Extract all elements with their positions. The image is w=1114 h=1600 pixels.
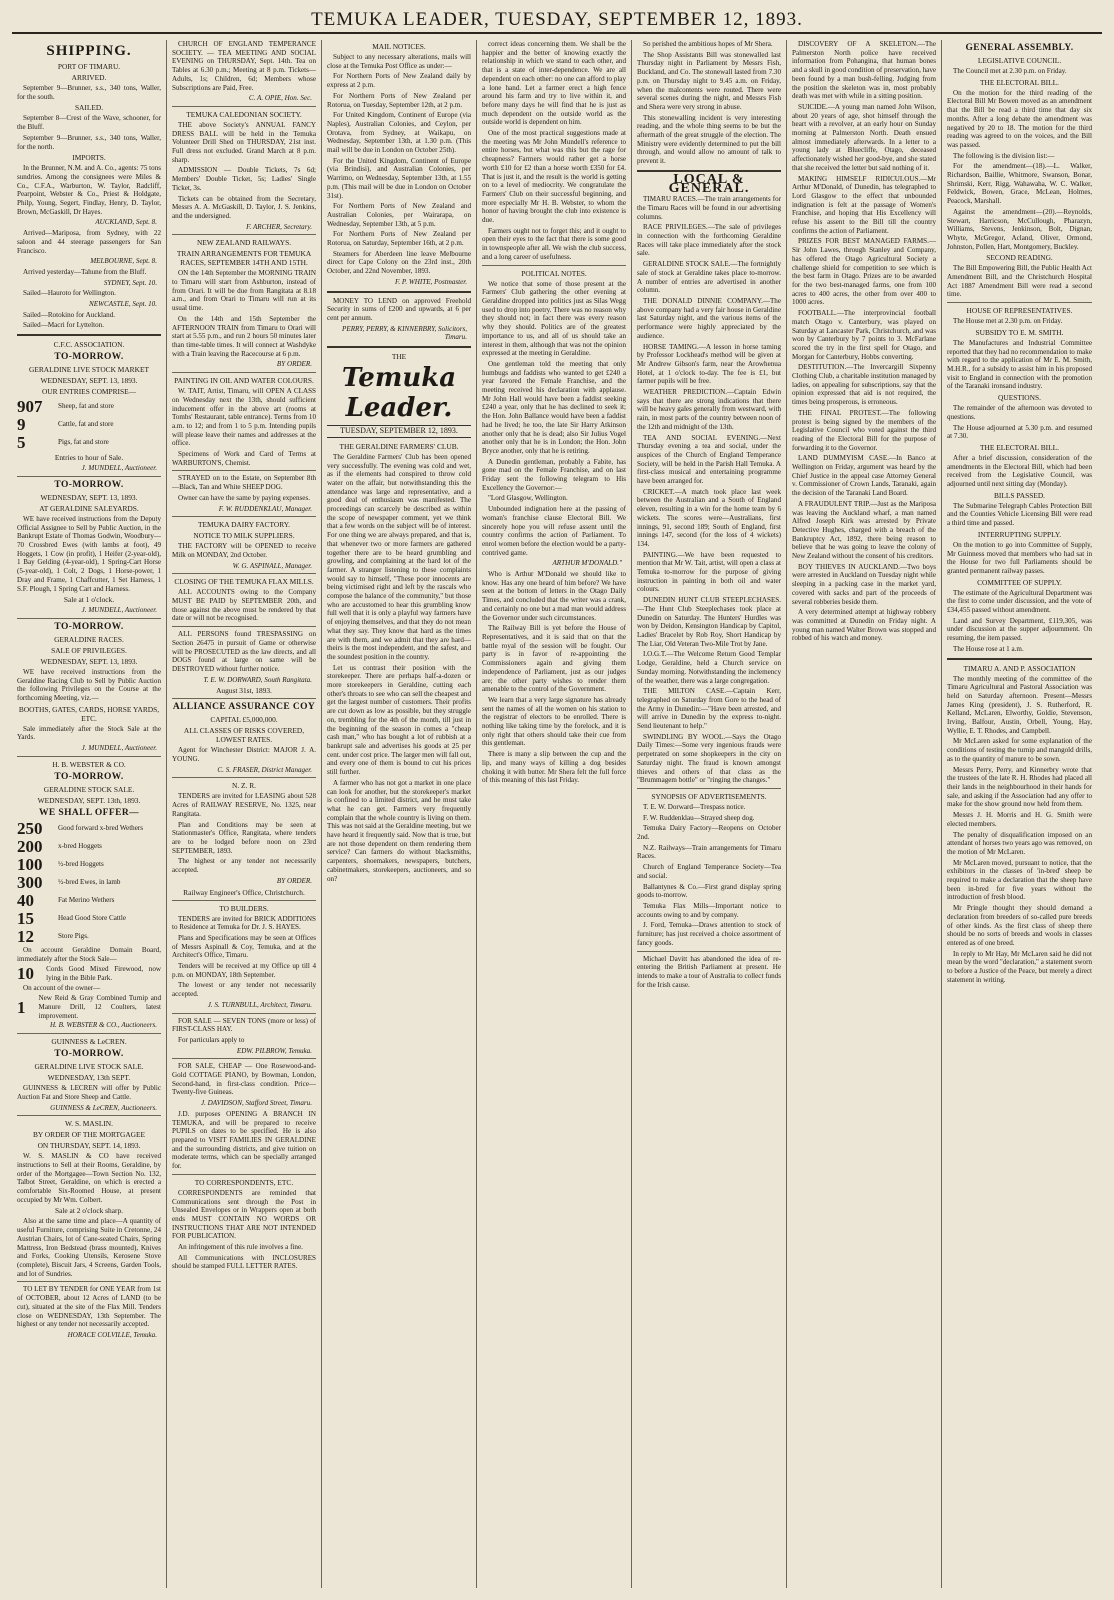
arrived-heading: ARRIVED. [71, 73, 107, 82]
tap-6: Mr McLaren moved, pursuant to notice, that the exhibitors in the classes of 'in-bred' sheep be required to make a declaration that the sheep have been in-bred for five years without the introduction of fresh blood. [947, 858, 1092, 902]
house-6: The Submarine Telegraph Cables Protection Bill and the Counties Vehicle Licensing Bill were read a third time and passed. [947, 501, 1092, 528]
tender-let-text: TO LET BY TENDER for ONE YEAR from 1st of OCTOBER, about 12 Acres of LAND (to be cut), situated at the site of the Flax Mill. Tenders close on WEDNESDAY, 13th September. The highest or any tender not necessarily accepted. [17, 1285, 161, 1329]
farmers-paragraph-3: A farmer who has not got a market in one place can look for another, but the storekeeper's market is confined to a limited district, and he must take what he can get. Farmers very frequently complain that the whole country is living on them. This was not said at the Geraldine meeting, but we have heard it frequently said. Now that is true, but are not those dependent on them rendering them service? Can farmers do without blacksmiths, carpenters, shoemakers, newspapers, butchers, cabinetmakers, storekeepers, auctioneers, and so on? [327, 778, 471, 883]
house-4: The House adjourned at 5.30 p.m. and resumed at 7.30. [947, 423, 1092, 441]
divider [172, 372, 316, 373]
by-order: BY ORDER. [276, 360, 312, 369]
assembly-heading: GENERAL ASSEMBLY. [965, 43, 1074, 53]
pilbrow-signature: EDW. PILBROW, Temuka. [236, 1046, 312, 1055]
correspondents-text-2: An infringement of this rule involves a fine. [178, 1243, 303, 1252]
local-item-5: HORSE TAMING.—A lesson in horse taming by Professor Lockhead's method will be given at Mr Andrew Gibson's farm, near the Arowhenua Hotel, at 1 o'clock to-day. The fee is £1, but farmer pupils will be free. [637, 342, 781, 386]
synopsis-6: Ballantynes & Co.—First grand display spring goods to-morrow. [637, 882, 781, 900]
mail-4: For the United Kingdom, Continent of Europe (via Brindisi), and Australian Colonies, per Warrimo, on Wednesday, September 13th, at 1.55 p.m. (This mail will be due in London on October 31st). [327, 156, 471, 200]
political-paragraph-8: We learn that a very large signature has already sent the names of all the women on his station to the registrar of electors to be enrolled. There is nothing like taking time by the forelock, and it is only right that others should take their cue from this gentleman. [482, 695, 626, 748]
divider [172, 1174, 316, 1175]
column-1 [12, 40, 167, 1588]
divider [17, 756, 161, 757]
webster-signature: H. B. WEBSTER & CO., Auctioneers. [49, 1021, 157, 1030]
nzr-heading: N. Z. R. [231, 781, 257, 791]
tap-7: Mr Pringle thought they should demand a declaration from breeders of so-called pure breeds of other kinds. As the first class of sheep there should be no sorts of breeds and wools in classes entered as of one breed. [947, 904, 1092, 947]
offer-hoggets [17, 838, 161, 855]
painting-heading: PAINTING IN OIL AND WATER COLOURS. [174, 376, 314, 386]
jd-text: J.D. purposes OPENING A BRANCH IN TEMUKA, and will be prepared to receive PUPILS on dates to be specified. He is also prepared to VISIT FAMILIES IN GERALDINE and the surrounding districts, and give tuition on moderate terms, which can be specially arranged for. [172, 1109, 316, 1171]
white-signature: F. P. WHITE, Postmaster. [394, 277, 467, 286]
by-order-2: BY ORDER. [276, 876, 312, 885]
tomorrow-heading-2: TO-MORROW. [54, 479, 124, 490]
interrupting-heading: INTERRUPTING SUPPLY. [977, 529, 1062, 539]
news-item-4: PRIZES FOR BEST MANAGED FARMS.—Sir John Lawes, through Stanley and Company, has offered the Otago Agricultural Society a challenge shield for competition to see which is the best farm in Otago. Prizes are to be awarded for the two best-managed farms, one from 100 acres to 400 acres, the other from over 400 to 1000 acres. [792, 237, 936, 307]
offer-wethers-count: 250 [17, 818, 43, 838]
sydney-dateline: SYDNEY, Sept. 10. [103, 278, 157, 287]
offer-drill-count: 1 [17, 997, 26, 1017]
tap-heading: TIMARU A. AND P. ASSOCIATION [963, 663, 1076, 673]
divider [172, 573, 316, 574]
house-10: The House rose at 1 a.m. [953, 644, 1024, 653]
bills-passed-heading: BILLS PASSED. [993, 490, 1046, 500]
political-paragraph-6: Who is Arthur M'Donald we should like to know. Has any one heard of him before? We have seen at the bottom of letters in the Otago Daily Times, and concluded that the writer was a crank, and certainly no one but a mad man would address the Governor under such circumstances. [482, 570, 627, 622]
mundell-signature-3: J. MUNDELL, Auctioneer. [81, 744, 157, 753]
correspondents-heading: TO CORRESPONDENTS, ETC. [194, 1177, 294, 1187]
perry-signature: PERRY, PERRY, & KINNERBRY, Solicitors, Timaru. [342, 324, 467, 342]
offer-heading: WE SHALL OFFER— [39, 807, 139, 818]
editorial-paragraph-3: Farmers ought not to forget this; and it ought to open their eyes to the fact that there is some good in townspeople after all. We wish the club success, and a long career of usefulness. [482, 226, 626, 261]
entry-pigs [17, 434, 161, 451]
offer-wood-count: 10 [17, 964, 34, 984]
local-item-7: TEA AND SOCIAL EVENING.—Next Thursday evening a tea and social, under the auspices of the Church of England Temperance Society, will be held in the Parish Hall Temuka. A first-class musical and entertaining programme have been arranged for. [637, 433, 781, 486]
caledonian-heading: TEMUKA CALEDONIAN SOCIETY. [186, 109, 302, 119]
wed-date-2: WEDNESDAY, SEPT. 13, 1893. [40, 492, 138, 502]
political-paragraph-3: A Dunedin gentleman, probably a Fabite, has gone mad on the Female Franchise, and on last Friday sent the following telegram to His Excellency the Governor:— [482, 457, 626, 492]
privileges-heading: SALE OF PRIVILEGES. [51, 645, 127, 655]
council-2: On the motion for the third reading of the Electoral Bill Mr Bowen moved as an amendment that the Bill be read a third time that day six months. After a long debate the amendment was negatived by 20 to 18. The motion for the third reading was agreed to on the voices, and the Bill was passed. [947, 88, 1092, 149]
newcastle-dateline: NEWCASTLE, Sept. 10. [89, 300, 157, 309]
church-signature: C. A. OPIE, Hon. Sec. [248, 94, 312, 103]
divider [17, 1033, 161, 1034]
sydney-text: Sailed—Hauroto for Wellington. [23, 289, 116, 298]
house-5: After a brief discussion, consideration of the amendments in the Electoral Bill, which had been received from the Legislative Council, was adjourned until next sitting day (Monday). [947, 453, 1092, 489]
local-item-12: THE MILTON CASE.—Captain Kerr, telegraphed on Saturday from Gore to the head of the Army in Dunedin:—"Have been arrested, and will arrive in Dunedin by the express to-night. Send lieutenant to help." [637, 687, 781, 731]
offer-hoggets-2-label: ½-bred Hoggets [58, 859, 104, 868]
sailed-heading: SAILED. [74, 103, 104, 113]
council-4: For the amendment—(18).—L. Walker, Richardson, Baillie, Whitmore, Swanson, Bonar, Shrimski, Kerr, Rigg, Wahawaha, W. C. Walker, Feldwick, Bowen, Grace, McLean, Holmes, Peacock, Marshall. [947, 162, 1092, 206]
caledonian-tickets: Tickets can be obtained from the Secretary, Messrs A. A. McGaskill, D. Taylor, J. S. Jenkins, and the undersigned. [172, 194, 316, 220]
mail-5: For Northern Ports of New Zealand and Australian Colonies, per Wairarapa, on Wednesday, September 13th, at 5 p.m. [327, 202, 471, 228]
fraser-signature: C. S. FRASER, District Manager. [217, 765, 312, 774]
wed-date-1: WEDNESDAY, SEPT. 13, 1893. [40, 376, 138, 386]
forsale-text-2: FOR SALE, CHEAP — One Rosewood-and-Gold COTTAGE PIANO, by Bowman, London, Second-hand, in first-class condition. Price—Twenty-five Guineas. [172, 1062, 316, 1097]
divider [172, 1058, 316, 1059]
column-7 [942, 40, 1097, 1588]
offer-wood [17, 965, 161, 982]
webster-heading: H. B. WEBSTER & CO. [52, 759, 126, 769]
offer-hoggets-label: x-bred Hoggets [58, 841, 102, 850]
local-item-8: CRICKET.—A match took place last week between the Australian and a South of England eleven, resulting in a win for the home team by 6 wickets. The scores were—Australians, first innings, 91, second 189; South of England, first innings 147, second (for the loss of 4 wickets) 134. [637, 487, 781, 548]
capital-text: CAPITAL £5,000,000. [210, 715, 278, 725]
local-item-1: TIMARU RACES.—The train arrangements for the Timaru Races will be found in our advertising columns. [637, 195, 781, 221]
tomorrow-heading-4: TO-MORROW. [54, 771, 124, 782]
stock-sale-heading: GERALDINE STOCK SALE. [43, 784, 135, 794]
house-1: The House met at 2.30 p.m. on Friday. [953, 317, 1063, 326]
local-item-9: PAINTING.—We have been requested to mention that Mr W. Tait, artist, will open a class at Temuka to-morrow for the purpose of giving instruction in painting in both oil and water colours. [637, 550, 781, 594]
builders-text-3: Tenders will be received at my Office up till 4 p.m. on MONDAY, 18th September. [172, 962, 316, 979]
entry-pigs-count: 5 [17, 433, 26, 453]
farmers-heading: THE GERALDINE FARMERS' CLUB. [339, 441, 459, 451]
offer-ewes [17, 874, 161, 891]
races-heading: GERALDINE RACES. [54, 634, 124, 644]
divider [172, 470, 316, 471]
thursday-date: ON THURSDAY, SEPT. 14, 1893. [37, 1141, 141, 1151]
house-3: The remainder of the afternoon was devoted to questions. [947, 404, 1092, 421]
mail-6: For Northern Ports of New Zealand per Rotorua, on Saturday, September 16th, at 2 p.m. [327, 230, 471, 248]
offer-cattle-label: Head Good Store Cattle [58, 913, 126, 922]
column5-paragraph-3: This stonewalling incident is very interesting reading, and the whole thing seems to be but the aftermath of the great struggle of the election. The Ministry were evidently determined to put the bill through, and would allow no amount of talk to prevent it. [637, 113, 781, 166]
divider [172, 516, 316, 517]
political-paragraph-9: There is many a slip between the cup and the lip, and many ways of killing a dog besides choking it with butter. Mr Shera felt the full force of this meaning of this last Friday. [482, 750, 626, 785]
local-item-2: RACE PRIVILEGES.—The sale of privileges in connection with the forthcoming Geraldine Races will take place immediately after the stock sale. [637, 223, 781, 258]
factory-text: THE FACTORY will be OPENED to receive Milk on MONDAY, 2nd October. [172, 542, 316, 559]
divider [17, 1115, 161, 1116]
house-heading: HOUSE OF REPRESENTATIVES. [966, 306, 1073, 316]
divider [172, 698, 316, 699]
local-general-heading: LOCAL & GENERAL. [668, 171, 750, 196]
august-date: August 31st, 1893. [216, 686, 272, 696]
masthead: TEMUKA LEADER, TUESDAY, SEPTEMBER 12, 1893. [12, 8, 1102, 34]
house-7: On the motion to go into Committee of Supply, Mr Guinness moved that members who had sat in the House for two full Parliaments should be granted permanent railway passes. [947, 540, 1092, 575]
column5-paragraph-2: The Shop Assistants Bill was stonewalled last Thursday night in Parliament by Messrs Fish, Buckland, and Co. The stonewall lasted from 7.30 p.m. on Thursday night to 9.45 a.m. on Friday, when the malcontents were routed. There were several scenes during the night, and Messrs Fish and Shera were very strong in abuse. [637, 50, 781, 111]
the-label: THE [391, 352, 407, 362]
offer-merino-count: 40 [17, 890, 34, 910]
arrival-1: September 9—Brunner, s.s., 340 tons, Waller, for the south. [17, 84, 161, 101]
milk-heading: NOTICE TO MILK SUPPLIERS. [193, 531, 295, 541]
synopsis-3: Temuka Dairy Factory—Reopens on October 2nd. [637, 824, 781, 842]
divider [947, 658, 1092, 660]
risks-text: ALL CLASSES OF RISKS COVERED, LOWEST RATES. [183, 726, 305, 745]
entries-heading: OUR ENTRIES COMPRISE— [41, 387, 137, 397]
column-3 [322, 40, 477, 1588]
divider [172, 900, 316, 901]
offer-ewes-count: 300 [17, 872, 43, 892]
forsale-particulars: For particulars apply to [178, 1035, 245, 1044]
editorial-paragraph-2: One of the most practical suggestions made at the meeting was Mr John Mundell's reference to entire horses, but what was this but the rage for cheapness? Farmers would rather get a horse worth £10 for £2 than a horse worth £350 for £4. That is just it, and the result is the world is getting on to a level of mediocrity. We congratulate the Farmers' Club on their successful beginning, and more especially Mr H. B. Webster, to whom the honor of having brought the club into existence is due. [482, 129, 626, 225]
leader-date: TUESDAY, SEPTEMBER 12, 1893. [327, 425, 471, 438]
wed-date-4: WEDNESDAY, SEPT. 13th, 1893. [37, 795, 141, 805]
rail-engineer: Railway Engineer's Office, Christchurch. [183, 887, 305, 897]
divider [947, 302, 1092, 303]
auckland-text: Arrived—Mariposa, from Sydney, with 22 saloon and 44 steerage passengers for San Francisco. [17, 229, 161, 255]
maslin-heading: W. S. MASLIN. [65, 1119, 113, 1129]
davidson-signature: J. DAVIDSON, Stafford Street, Timaru. [200, 1099, 312, 1108]
synopsis-8: J. Ford, Temuka—Draws attention to stock of furniture; has just received a choice assortment of fancy goods. [637, 921, 781, 947]
mail-text: Subject to any necessary alterations, mails will close at the Temuka Post Office as under:— [327, 53, 471, 70]
mail-1: For Northern Ports of New Zealand daily by express at 2 p.m. [327, 72, 471, 90]
local-item-6: WEATHER PREDICTION.—Captain Edwin says that there are strong indications that there will be heavy gales generally from westward, with rain, in most parts of the country between noon of the 12th and midnight of the 13th. [637, 388, 781, 431]
offer-cattle-count: 15 [17, 908, 34, 928]
political-paragraph-7: The Railway Bill is yet before the House of Representatives, and it is said that on that the battle royal of the session will be fought. Our party is in favor of re-appointing the Commissioners again and giving them independence of Parliament, just as our judges are; the other party wishes to render them amenable to the control of the Government. [482, 624, 626, 694]
political-paragraph-4: "Lord Glasgow, Wellington. [488, 494, 568, 503]
entry-cattle-label: Cattle, fat and store [58, 420, 114, 429]
farmers-paragraph-1: The Geraldine Farmers' Club has been opened very successfully. The evening was cold and wet, as if the elements had conspired to throw cold water on the affair, but notwithstanding this the attendance was large and representative, and a good deal of enthusiasm was manifested. The proceedings can scarcely be described as within the scope of newspaper comment, yet we think that a few words on the subject will be of interest. For one thing we are always prepared, and that is, that whenever two or more farmers are gathered together there are to be heard grumbling and growling, and complaining at the hard lot of the farmer. A stranger listening to these complaints would say to himself, "These poor innocents are being victimised right and left by the rascals who compose the balance of the community," but those who are accustomed to hear this grumbling know full well that it is only a playful way farmers have of enjoying themselves, and that they do not mean what they say. They know that hard as the times are with them, and we admit that they are hard—theirs is the most independent, and the safest, and the soundest position in the country. [327, 452, 471, 661]
divider [17, 334, 161, 336]
offer-merino [17, 892, 161, 909]
tap-2: Mr McLaren asked for some explanation of the conditions of testing the turnip and mangold drills, as to the quantity of manure to be sown. [947, 737, 1092, 763]
builders-text: TENDERS are invited for BRICK ADDITIONS to Residence at Temuka for Dr. J. S. HAYES. [172, 914, 316, 932]
caledonian-text: THE above Society's ANNUAL FANCY DRESS BALL will be held in the Temuka Volunteer Drill Shed on THURSDAY, 21st inst. Full dress not excluded. Grand March at 8 p.m. sharp. [172, 120, 316, 164]
mail-3: For United Kingdom, Continent of Europe (via Naples), Australian Colonies, and Ceylon, per Orotava, from Sydney, at Waikapu, on Wednesday, September 13th, at 1.30 p.m. (This mail will be due in London on October 25th). [327, 111, 471, 155]
leasing-text: TENDERS are invited for LEASING about 528 Acres of RAILWAY RESERVE, No. 1325, near Rangitata. [172, 792, 316, 818]
booths-heading: BOOTHS, GATES, CARDS, HORSE YARDS, ETC. [18, 704, 160, 723]
mundell-signature-2: J. MUNDELL, Auctioneer. [81, 606, 157, 615]
sailed-2: September 9—Brunner, s.s., 340 tons, Waller, for the north. [17, 133, 161, 151]
questions-heading: QUESTIONS. [998, 393, 1041, 403]
agent-text: Agent for Winchester District: MAJOR J. A. YOUNG. [172, 746, 316, 764]
guinness-heading: GUINNESS & LeCREN. [51, 1037, 127, 1047]
divider [172, 777, 316, 778]
offer-drill [17, 994, 161, 1020]
offer-pigs-label: Store Pigs. [58, 931, 89, 940]
mundell-signature: J. MUNDELL, Auctioneer. [81, 464, 157, 473]
melbourne-dateline: MELBOURNE, Sept. 8. [90, 257, 157, 266]
maslin-text-2: Also at the same time and place—A quantity of useful Furniture, comprising Suite in Cretonne, 24 Austrian Chairs, lot of Cane-seated Chairs, Spring Mattress, Iron Bedstead (brass mounted), Knives and Forks, Cooking Utensils, Kerosene Stove (complete), Biscuit Jars, 4 Screens, Garden Tools, and lot of Sundries. [17, 1217, 161, 1278]
offer-hoggets-2-count: 100 [17, 854, 43, 874]
live-stock-heading: GERALDINE LIVE STOCK SALE. [34, 1062, 144, 1072]
wed-date-3: WEDNESDAY, SEPT. 13, 1893. [40, 656, 138, 666]
offer-pigs-count: 12 [17, 926, 34, 946]
leasing-text-2: Plan and Conditions may be seen at Stationmaster's Office, Rangitata, where tenders are to be lodged before noon on 23rd SEPTEMBER, 1893. [172, 820, 316, 855]
news-item-5: FOOTBALL.—The interprovincial football match Otago v. Canterbury, was played on Saturday at Lancaster Park, Christchurch, and was won by Canterbury by 7 points to 3. McFarlane scored the try in the first spell for Otago, and Morgan for Canterbury, Hobbs converting. [792, 309, 936, 361]
news-item-8: LAND DUMMYISM CASE.—In Banco at Wellington on Friday, argument was heard by the Chief Justice in the appeal case Attorney General v. Commissioner of Crown Lands, Taranaki, again the decision of the Taranaki Land Board. [792, 454, 936, 498]
entry-sheep [17, 398, 161, 415]
church-notice: CHURCH OF ENGLAND TEMPERANCE SOCIETY. — TEA MEETING AND SOCIAL EVENING on THURSDAY, Sept. 14th. Tea on Tables at 6.30 p.m.; Meeting at 8 p.m. Tickets—Adults, 1s; Children, 6d; Members whose Subscriptions are Paid, Free. [172, 40, 316, 92]
subsidy-heading: SUBSIDY TO E. M. SMITH. [975, 327, 1064, 337]
train-heading: TRAIN ARRANGEMENTS FOR TEMUKA RACES, SEPTEMBER 14TH AND 15TH. [176, 249, 312, 268]
political-paragraph-1: We notice that some of those present at the Farmers' Club gathering the other evening at Geraldine dropped into politics just as Silas Wegg used to drop into poetry. There was no reason why they should not; in fact there was every reason why they should. Politics are of the greatest importance to us, and all of us should take an interest in them, although that was not the opinion expressed at the meeting in Geraldine. [482, 279, 626, 358]
correspondents-text-3: All Communications with INCLOSURES should be stamped FULL LETTER RATES. [172, 1253, 316, 1271]
divider [172, 234, 316, 235]
ruddenklau-signature: F. W. RUDDENKLAU, Manager. [218, 504, 312, 513]
local-item-3: GERALDINE STOCK SALE.—The fortnightly sale of stock at Geraldine takes place to-morrow. A number of entries are advertised in another column. [637, 260, 781, 295]
offer-wethers-label: Good forward x-bred Wethers [58, 823, 143, 832]
political-paragraph-2: One gentleman told the meeting that only humbugs and faddists who wanted to get £240 a year favored the Female Franchise, and the meeting received his declaration with applause. Mr John Hall would have been a faddist seeking £240 a year, only that he has declined to seek it; the Hon. John Ballance would have been a faddist had he lived; he too, the late Sir Harry Atkinson another only that he is dead; also Sir Julius Vogel another only that he is in London; the Hon. John Bryce another, only that he is retiring. [482, 359, 626, 455]
divider [17, 1281, 161, 1282]
house-9: Land and Survey Department, £119,305, was under discussion at the supper adjournment. On resuming, the item passed. [947, 616, 1092, 643]
market-heading: GERALDINE LIVE STOCK MARKET [29, 365, 149, 375]
maslin-text: W. S. MASLIN & CO have received instructions to Sell at their Rooms, Geraldine, by order of the Mortgagee—Town Section No. 132, Talbot Street, Geraldine, on which is erected a comfortable Six-Roomed House, at present occupied by Mr Wm. Colbert. [17, 1152, 161, 1204]
divider [172, 626, 316, 627]
council-3: The following is the division list:— [953, 151, 1055, 160]
divider [327, 346, 471, 348]
divider [172, 1013, 316, 1014]
electoral-bill-heading: THE ELECTORAL BILL. [979, 77, 1060, 87]
offer-hoggets-2 [17, 856, 161, 873]
council-5: Against the amendment—(20).—Reynolds, Stewart, Harricson, McCullough, Pharazyn, Williams, Stevens, Jenkinson, Bolt, Dignan, Whyte, McGregor, Acland, Oliver, Ormond, Johnston, Pollen, Hart, Montgomery, Buckley. [947, 207, 1092, 251]
divider [17, 476, 161, 477]
legislative-heading: LEGISLATIVE COUNCIL. [977, 56, 1062, 65]
entry-sheep-count: 907 [17, 397, 43, 417]
news-item-3: MAKING HIMSELF RIDICULOUS.—Mr Arthur M'Donald, of Dunedin, has telegraphed to Lord Glasgow to the effect that unbounded indignation is felt at the passage of Women's Franchise, and hoping that His Excellency will refuse his assent to the Bill till the country confirms the action of Parliament. [792, 174, 936, 235]
offer-merino-label: Fat Merino Wethers [58, 895, 115, 904]
offer-cattle [17, 910, 161, 927]
divider [17, 618, 161, 619]
column5-paragraph-1: So perished the ambitious hopes of Mr Shera. [643, 40, 773, 48]
local-item-11: I.O.G.T.—The Welcome Return Good Templar Lodge, Geraldine, held a Church service on Sunday morning. Notwithstanding the inclemency of the weather, there was a large congregation. [637, 650, 781, 685]
committee-heading: COMMITTEE OF SUPPLY. [977, 577, 1062, 587]
column-6 [787, 40, 942, 1588]
newcastle-text-2: Sailed—Macri for Lyttelton. [23, 321, 104, 330]
strayed-text-2: Owner can have the same by paying expenses. [178, 493, 310, 502]
entries-hour: Entries to hour of Sale. [54, 453, 124, 463]
turnbull-signature: J. S. TURNBULL, Architect, Timaru. [207, 1000, 312, 1009]
davitt-text: Michael Davitt has abandoned the idea of re-entering the British Parliament at present. He intends to make a tour of Australia to collect funds for the Irish cause. [637, 954, 781, 989]
tap-1: The monthly meeting of the committee of the Timaru Agricultural and Pastoral Association was held on Saturday afternoon. Present—Messrs James King (president), J. S. Rutherford, R. Kelland, McLaren, Elworthy, Goldie, Stevenson, Irving, Balfour, Austin, Orbell, Young, Hay, Wyllie, E. T. Rhodes, and Campbell. [947, 674, 1092, 735]
sale-time-2: Sale at 2 o'clock sharp. [54, 1206, 124, 1216]
synopsis-2: F. W. Ruddenklau—Strayed sheep dog. [643, 813, 755, 822]
train-text: ON the 14th September the MORNING TRAIN to Timaru will start from Ashburton, instead of from Orari. It will be due from Rangitata at 8.18 a.m., and from Orari to Timaru will run at its usual time. [172, 269, 316, 313]
correspondents-text: CORRESPONDENTS are reminded that Communications sent through the Post in Unsealed Envelopes or in Wrappers open at both ends MUST CONTAIN NO WORDS OR INSTRUCTIONS THAT ARE NOT INTENDED FOR PUBLICATION. [172, 1188, 316, 1241]
mortgagee-heading: BY ORDER OF THE MORTGAGEE [32, 1130, 146, 1140]
railways-heading: NEW ZEALAND RAILWAYS. [196, 238, 292, 248]
offer-ewes-label: ½-bred Ewes, in lamb [58, 877, 121, 886]
imports-heading: IMPORTS. [72, 153, 106, 163]
house-2: The Manufactures and Industrial Committee reported that they had no recommendation to make with regard to the application of Mr E. M. Smith, M.H.R., for a subsidy to assist him in his proposed visit to England in connection with the promotion of the Taranaki ironsand industry. [947, 338, 1092, 391]
offer-pigs [17, 928, 161, 945]
divider [327, 291, 471, 293]
mail-7: Steamers for Aberdeen line leave Melbourne direct for Cape Colony on the 23rd inst., 20th October, and 22nd November, 1893. [327, 249, 471, 276]
news-item-10: BOY THIEVES IN AUCKLAND.—Two boys were arrested in Auckland on Tuesday night while sleeping in a packing case in the market yard, covered with sacks and part of the proceeds of several robberies beside them. [792, 562, 936, 606]
tomorrow-heading: TO-MORROW. [54, 352, 124, 363]
leasing-text-3: The highest or any tender not necessarily accepted. [172, 857, 316, 875]
guinness-text: GUINNESS & LECREN will offer by Public Auction Fat and Store Sheep and Cattle. [17, 1084, 161, 1101]
divider [637, 951, 781, 952]
sale-time: Sale at 1 o'clock. [63, 595, 115, 605]
divider [637, 788, 781, 789]
entry-cattle [17, 416, 161, 433]
tap-4: Messrs J. H. Morris and H. G. Smith were elected members. [947, 811, 1092, 828]
entry-cattle-count: 9 [17, 415, 26, 435]
imports-text: In the Brunner, N.M. and A. Co., agents: 75 tons sundries. Among the consignees were Miles & Co., C.F.A., Warburton, W. Taylor, Radcliff, Pearpoint, Webster & Co., Priest & Holdgate, Philp, Young, Segert, Findlay, Henry, D. Taylor, Brown, McGaskill, Dr Hayes. [17, 164, 161, 216]
privileges-text: WE have received instructions from the Geraldine Racing Club to Sell by Public Auction the following Privileges on the Course at the forthcoming Meeting, viz.— [17, 667, 161, 703]
editorial-paragraph-1: correct ideas concerning them. We shall be the happier and the better of knowing exactly the relationship in which we stand to each other, and that is a state of inter-dependence. We are all dependent on each other: no one can afford to play a lone hand. Let a farmer erect a high fence around his farm and try to live within it, and before many days he will find that he is just as much dependent on the outside world as the outside world is dependent on him. [482, 40, 626, 127]
melbourne-text: Arrived yesterday—Tahune from the Bluff. [23, 267, 147, 276]
news-item-1: DISCOVERY OF A SKELETON.—The Palmerston North police have received information from Pohangina, that human bones and a skull in good condition of preservation, have been found by a man bush-felling. Judging from the position the skeleton was in, most probably death was met with while in a sitting position. [792, 40, 937, 101]
tomorrow-heading-5: TO-MORROW. [54, 1049, 124, 1060]
mail-2: For Northern Ports of New Zealand per Rotorua, on Tuesday, September 12th, at 2 p.m. [327, 91, 471, 109]
domain-text: On account Geraldine Domain Board, immediately after the Stock Sale— [17, 945, 161, 963]
news-item-7: THE FINAL PROTEST.—The following protest is being signed by the members of the Legislative Council who voted against the third reading of the Electoral Bill for the purpose of forwarding it to the Governor. [792, 408, 936, 452]
column-4 [477, 40, 632, 1588]
synopsis-7: Temuka Flax Mills—Important notice to accounts owing to and by company. [637, 901, 781, 919]
synopsis-1: T. E. W. Dorward—Trespass notice. [643, 802, 746, 811]
auckland-dateline: AUCKLAND, Sept. 8. [95, 218, 157, 227]
port-heading: PORT OF TIMARU. [57, 62, 121, 71]
electoral-bill-heading-2: THE ELECTORAL BILL. [979, 442, 1060, 452]
wed-date-5: WEDNESDAY, 13th SEPT. [47, 1073, 131, 1083]
council-6: The Bill Empowering Bill, the Public Health Act Amendment Bill, and the Christchurch Hospital Act 1887 Amendment Bill were read a second time. [947, 264, 1092, 299]
builders-heading: TO BUILDERS. [219, 903, 269, 913]
guinness-signature: GUINNESS & LeCREN, Auctioneers. [50, 1103, 157, 1112]
divider [172, 106, 316, 107]
cfc-heading: C.F.C. ASSOCIATION. [53, 340, 125, 350]
political-heading: POLITICAL NOTES. [521, 268, 587, 278]
synopsis-heading: SYNOPSIS OF ADVERTISEMENTS. [651, 791, 767, 801]
shipping-heading: SHIPPING. [46, 43, 132, 59]
news-item-2: SUICIDE.—A young man named John Wilson, about 20 years of age, shot himself through the heart with a revolver, at an early hour on Sunday morning at Palmerston North. Death ensued almost immediately afterwards. In a letter to a young lady at Bluecliffe, Otago, deceased affectionately wished her good-bye, and she stated that she received the letter but said nothing of it. [792, 102, 936, 172]
colville-signature: HORACE COLVILLE, Temuka. [67, 1330, 157, 1339]
news-item-6: DESTITUTION.—The Invercargill Sixpenny Clothing Club, a charitable institution managed by ladies, on appealing for subscriptions, say that the opinion expressed that aid is not required, the times being prosperous, is erroneous. [792, 363, 936, 407]
alliance-heading: ALLIANCE ASSURANCE COY [172, 702, 316, 713]
synopsis-4: N.Z. Railways—Train arrangements for Timaru Races. [637, 843, 781, 861]
news-item-11: A very determined attempt at highway robbery was committed at Dunedin on Friday night. A young man named Walter Brown was stopped and robbed of his watch and money. [792, 608, 936, 643]
arthur-signature: ARTHUR M'DONALD." [552, 559, 622, 568]
money-text: MONEY TO LEND on approved Freehold Security in sums of £200 and upwards, at 6 per cent per annum. [327, 296, 471, 322]
local-item-13: SWINDLING BY WOOL.—Says the Otago Daily Times:—Some very ingenious frauds were perpetrated on some shopkeepers in the city on Saturday night. The fraud is known amongst thieves and others of that class as the "Brummagem bottle" or "ringing the changes." [637, 732, 781, 785]
entry-pigs-label: Pigs, fat and store [58, 438, 109, 447]
offer-hoggets-count: 200 [17, 836, 43, 856]
local-item-4: THE DONALD DINNIE COMPANY.—The above company had a very fair house in Geraldine last Saturday night, and the various items of the performance were highly appreciated by the audience. [637, 296, 781, 340]
train-text-2: On the 14th and 15th September the AFTERNOON TRAIN from Timaru to Orari will start at 5.55 p.m., and run 2 hours 50 minutes later than time-table times. It will connect at Washdyke with a Train leaving the Racecourse at 6 p.m. [172, 314, 316, 358]
second-reading-heading: SECOND READING. [986, 253, 1053, 263]
columns [12, 40, 1102, 1588]
owner-text: On account of the owner— [23, 983, 101, 992]
builders-text-4: The lowest or any tender not necessarily accepted. [172, 981, 316, 999]
council-1: The Council met at 2.30 p.m. on Friday. [953, 67, 1067, 75]
strayed-text: STRAYED on to the Estate, on September 8th—Black, Tan and White SHEEP DOG. [172, 474, 316, 492]
admission-text: ADMISSION — Double Tickets, 7s 6d; Members' Double Ticket, 5s; Ladies' Single Ticket, 3s. [172, 166, 316, 192]
sailed-1: September 8—Crest of the Wave, schooner, for the Bluff. [17, 114, 161, 132]
column-2 [167, 40, 322, 1588]
tap-5: The penalty of disqualification imposed on an attendant of horses two years ago was removed, on the motion of Mr McLaren. [947, 830, 1092, 856]
political-paragraph-5: Unbounded indignation here at the passing of woman's franchise clause Electoral Bill. We sincerely hope you will refuse assent until the country confirms the action of Parliament. To enrol women before the election would be a party-contrived game. [482, 505, 626, 557]
bankrupt-sale-text: WE have received instructions from the Deputy Official Assignee to Sell by Public Auction, in the Bankrupt Estate of Thomas Godwin, Woodbury—70 Crossbred Ewes (with lambs at foot), 49 Hoggets, 1 Cow (in profit), 1 Heifer (2-year-old), 1 Bay Gelding (4-year-old), 1 Spring-Cart Horse (5-year-old), 1 Colt, 2 Dogs, 1 Horse-power, 1 Dray and Frame, 1 Chaffcutter, 1 Set Harness, 1 S.F. Plough, 1 Spring Cart and Harness. [17, 514, 161, 593]
column-5 [632, 40, 787, 1588]
archer-signature: F. ARCHER, Secretary. [246, 222, 312, 231]
local-item-10: DUNEDIN HUNT CLUB STEEPLECHASES.—The Hunt Club Steeplechases took place at Dunedin on Saturday. The Hunters' Hurdles was won by Deidon, Kensington Handicap by Capitol, Ladies' Bracelet by Rob Roy, Short Handicap by The Liar, Old Veteran Two-Mile Trot by Jane. [637, 596, 781, 648]
flax-heading: CLOSING OF THE TEMUKA FLAX MILLS. [174, 577, 314, 587]
synopsis-5: Church of England Temperance Society—Tea and social. [637, 863, 781, 880]
trespass-text: ALL PERSONS found TRESPASSING on Section 26475 in pursuit of Game or otherwise will be PROSECUTED as the law directs, and all DOGS found at large on same will be DESTROYED without further notice. [172, 630, 316, 673]
tap-3: Messrs Perry, Perry, and Kinnerbry wrote that the trustees of the late R. H. Rhodes had placed all their lands in the neighbourhood in their hands for sale, and asking if the Association had any offer to make for the show ground now held from them. [947, 765, 1092, 809]
leader-masthead: Temuka Leader. [341, 363, 457, 424]
aspinall-signature: W. G. ASPINALL, Manager. [232, 561, 312, 570]
tait-text: W. TAIT, Artist, Timaru, will OPEN A CLASS on Wednesday next the 13th, should sufficient inducement offer in the above art (rooms at Tombs' Restaurant, table entrance). Terms from 10 a.m. to 12; and from 1 to 5 p.m. Intending pupils will please leave their names and addresses at the office. [172, 387, 316, 448]
newcastle-text-1: Sailed—Rotokino for Auckland. [23, 310, 116, 319]
tap-8: In reply to Mr Hay, Mr McLaren said he did not mean by the word "declaration," a statement sworn to before a Justice of the Peace, but merely a direct statement in writing. [947, 949, 1092, 984]
tomorrow-heading-3: TO-MORROW. [54, 621, 124, 632]
mail-heading: MAIL NOTICES. [372, 42, 426, 51]
farmers-paragraph-2: Let us contrast their position with the storekeeper. There are perhaps half-a-dozen or more storekeepers in Geraldine, cutting each other's throats to see who can sell the cheapest and get the largest number of customers. Their profits are cut down as low as possible, but they struggle on, trembling for the 4th of the month, till just in the beginning of the season in comes a "cheap cash man," who has bought a lot of rubbish at a bankrupt sale and advertises his goods at 25 per cent. under cost price. The larger men will fall out, and every one of them is bound to cut his prices still further. [327, 663, 471, 777]
dairy-heading: TEMUKA DAIRY FACTORY. [198, 520, 290, 530]
house-8: The estimate of the Agricultural Department was the first to come under discussion, and the vote of £34,455 passed without amendment. [947, 588, 1092, 615]
news-item-9: A FRAUDULENT TRIP.—Just as the Mariposa was leaving the Auckland wharf, a man named Alfred Joseph Kirk was arrested by Private Detective Hughes, charged with a breach of the Bankruptcy Act, 1892, there being reason to believe that he was going to leave the colony of New Zealand without the consent of his creditors. [792, 499, 936, 561]
forsale-text: FOR SALE — SEVEN TONS (more or less) of FIRST-CLASS HAY. [172, 1016, 316, 1034]
tait-specimens: Specimens of Work and Card of Terms at WARBURTON'S, Chemist. [172, 450, 316, 467]
saleyards-heading: AT GERALDINE SALEYARDS. [39, 503, 139, 513]
entry-sheep-label: Sheep, fat and store [58, 402, 114, 411]
divider [482, 265, 626, 266]
dorward-signature: T. E. W. DORWARD, South Rangitata. [203, 675, 312, 684]
offer-wood-label: Cords Good Mixed Firewood, now lying in the Bible Park. [46, 965, 161, 982]
offer-drill-label: New Reid & Gray Combined Turnip and Manure Drill, 12 Coulters, latest improvement. [38, 994, 161, 1020]
booth-sale: Sale immediately after the Stock Sale at the Yards. [17, 724, 161, 742]
builders-text-2: Plans and Specifications may be seen at Offices of Messrs Aspinall & Coy, Temuka, and at the Architect's Office, Timaru. [172, 933, 316, 960]
accounts-text: ALL ACCOUNTS owing to the Company MUST BE PAID by SEPTEMBER 20th, and those against the above must be rendered by that date or will not be recognised. [172, 588, 316, 623]
offer-wethers [17, 820, 161, 837]
